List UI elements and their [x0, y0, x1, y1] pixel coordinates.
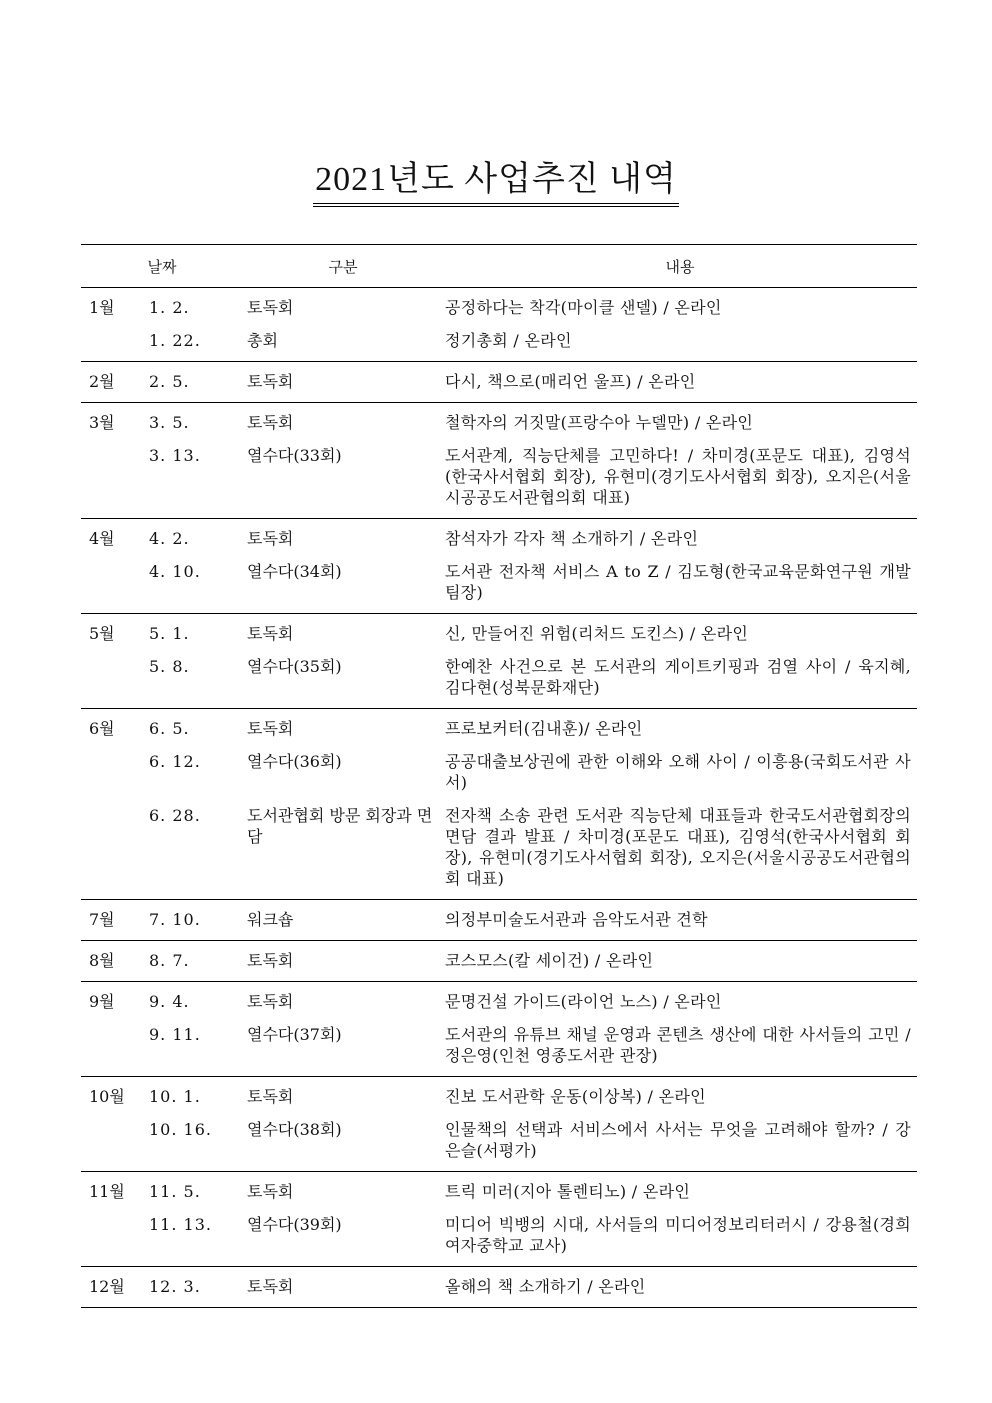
table-row: [81, 714, 917, 747]
month-cell: 6월: [89, 719, 115, 738]
header-category: 구분: [328, 257, 358, 276]
category-cell: 토독회: [247, 951, 294, 970]
date-cell: 1. 2.: [149, 298, 190, 317]
month-cell: [81, 805, 149, 889]
table-row: [81, 652, 917, 706]
date-cell: 9. 11.: [149, 1025, 201, 1044]
month-group: [81, 288, 917, 362]
content-cell: 정기총회 / 온라인: [445, 331, 572, 350]
month-group: [81, 362, 917, 403]
content-cell: 문명건설 가이드(라이언 노스) / 온라인: [445, 992, 722, 1011]
content-cell: 한예찬 사건으로 본 도서관의 게이트키핑과 검열 사이 / 육지혜, 김다현(성북문화재단): [445, 657, 911, 697]
month-cell: [81, 751, 149, 793]
month-group: [81, 900, 917, 941]
content-cell: 인물책의 선택과 서비스에서 사서는 무엇을 고려해야 할까? / 강은슬(서평가): [445, 1120, 911, 1160]
category-cell: 총회: [247, 331, 278, 350]
table-row: [81, 408, 917, 441]
category-cell: 토독회: [247, 624, 294, 643]
category-cell: 열수다(35회): [247, 657, 342, 676]
table-row: [81, 987, 917, 1020]
content-cell: 참석자가 각자 책 소개하기 / 온라인: [445, 529, 699, 548]
date-cell: 6. 28.: [149, 806, 201, 825]
category-cell: 토독회: [247, 1087, 294, 1106]
table-row: [81, 801, 917, 897]
month-group: [81, 941, 917, 982]
content-cell: 코스모스(칼 세이건) / 온라인: [445, 951, 654, 970]
category-cell: 토독회: [247, 298, 294, 317]
month-cell: [81, 1024, 149, 1066]
category-cell: 열수다(34회): [247, 562, 342, 581]
date-cell: 11. 13.: [149, 1215, 212, 1234]
table-row: [81, 747, 917, 801]
header-date: 날짜: [147, 257, 177, 276]
month-cell: [81, 330, 149, 351]
month-cell: [81, 445, 149, 508]
table-row: [81, 1272, 917, 1305]
date-cell: 4. 2.: [149, 529, 190, 548]
month-group: [81, 982, 917, 1077]
category-cell: 열수다(36회): [247, 752, 342, 771]
month-group: [81, 1077, 917, 1172]
month-cell: 1월: [89, 298, 115, 317]
category-cell: 열수다(37회): [247, 1025, 342, 1044]
content-cell: 트릭 미러(지아 톨렌티노) / 온라인: [445, 1182, 691, 1201]
content-cell: 전자책 소송 관련 도서관 직능단체 대표들과 한국도서관협회장의 면담 결과 발표 / 차미경(포문도 대표), 김영석(한국사서협회 회장), 유현미(경기도사서협회 회장), 오지은(서울시공공도서관협의회 대표): [445, 806, 911, 888]
date-cell: 10. 1.: [149, 1087, 201, 1106]
date-cell: 2. 5.: [149, 372, 190, 391]
table-row: [81, 1020, 917, 1074]
month-cell: 10월: [89, 1087, 125, 1106]
date-cell: 4. 10.: [149, 562, 201, 581]
month-group: [81, 403, 917, 519]
category-cell: 도서관협회 방문 회장과 면담: [247, 806, 433, 846]
content-cell: 진보 도서관학 운동(이상복) / 온라인: [445, 1087, 706, 1106]
category-cell: 토독회: [247, 992, 294, 1011]
month-cell: 7월: [89, 910, 115, 929]
page-title: 2021년도 사업추진 내역: [313, 160, 679, 207]
month-cell: 4월: [89, 529, 115, 548]
category-cell: 토독회: [247, 413, 294, 432]
category-cell: 워크숍: [247, 910, 294, 929]
content-cell: 도서관계, 직능단체를 고민하다! / 차미경(포문도 대표), 김영석(한국사서협회 회장), 유현미(경기도사서협회 회장), 오지은(서울시공공도서관협의회 대표): [445, 446, 911, 507]
table-row: [81, 326, 917, 359]
schedule-table: [81, 244, 917, 1308]
content-cell: 미디어 빅뱅의 시대, 사서들의 미디어정보리터러시 / 강용철(경희여자중학교 교사): [445, 1215, 911, 1255]
table-row: [81, 1115, 917, 1169]
date-cell: 3. 13.: [149, 446, 201, 465]
month-group: [81, 1172, 917, 1267]
date-cell: 3. 5.: [149, 413, 190, 432]
month-cell: 11월: [89, 1182, 125, 1201]
content-cell: 프로보커터(김내훈)/ 온라인: [445, 719, 643, 738]
date-cell: 6. 12.: [149, 752, 201, 771]
category-cell: 토독회: [247, 372, 294, 391]
month-group: [81, 709, 917, 900]
month-cell: 5월: [89, 624, 115, 643]
content-cell: 다시, 책으로(매리언 울프) / 온라인: [445, 372, 696, 391]
table-header: [81, 245, 917, 288]
date-cell: 7. 10.: [149, 910, 201, 929]
category-cell: 열수다(33회): [247, 446, 342, 465]
content-cell: 도서관 전자책 서비스 A to Z / 김도형(한국교육문화연구원 개발팀장): [445, 562, 911, 602]
table-row: [81, 524, 917, 557]
month-group: [81, 1267, 917, 1308]
category-cell: 토독회: [247, 1182, 294, 1201]
title-wrapper: [0, 160, 992, 207]
month-cell: 8월: [89, 951, 115, 970]
content-cell: 의정부미술도서관과 음악도서관 견학: [445, 910, 708, 929]
date-cell: 1. 22.: [149, 331, 201, 350]
table-row: [81, 1210, 917, 1264]
table-row: [81, 1082, 917, 1115]
date-cell: 9. 4.: [149, 992, 190, 1011]
table-row: [81, 293, 917, 326]
category-cell: 열수다(39회): [247, 1215, 342, 1234]
table-row: [81, 441, 917, 516]
month-cell: 2월: [89, 372, 115, 391]
table-row: [81, 905, 917, 938]
table-row: [81, 619, 917, 652]
content-cell: 공정하다는 착각(마이클 샌델) / 온라인: [445, 298, 722, 317]
category-cell: 토독회: [247, 1277, 294, 1296]
month-cell: 9월: [89, 992, 115, 1011]
month-cell: [81, 656, 149, 698]
date-cell: 11. 5.: [149, 1182, 201, 1201]
category-cell: 열수다(38회): [247, 1120, 342, 1139]
date-cell: 5. 1.: [149, 624, 190, 643]
month-cell: [81, 561, 149, 603]
content-cell: 올해의 책 소개하기 / 온라인: [445, 1277, 646, 1296]
content-cell: 철학자의 거짓말(프랑수아 누델만) / 온라인: [445, 413, 754, 432]
category-cell: 토독회: [247, 529, 294, 548]
date-cell: 5. 8.: [149, 657, 190, 676]
month-group: [81, 614, 917, 709]
month-cell: [81, 1214, 149, 1256]
date-cell: 8. 7.: [149, 951, 190, 970]
table-row: [81, 946, 917, 979]
content-cell: 도서관의 유튜브 채널 운영과 콘텐츠 생산에 대한 사서들의 고민 / 정은영(인천 영종도서관 관장): [445, 1025, 911, 1065]
content-cell: 공공대출보상권에 관한 이해와 오해 사이 / 이흥용(국회도서관 사서): [445, 752, 911, 792]
month-cell: 12월: [89, 1277, 125, 1296]
table-row: [81, 367, 917, 400]
date-cell: 6. 5.: [149, 719, 190, 738]
month-group: [81, 519, 917, 614]
header-content: 내용: [665, 257, 695, 276]
category-cell: 토독회: [247, 719, 294, 738]
table-body: [81, 288, 917, 1308]
month-cell: 3월: [89, 413, 115, 432]
content-cell: 신, 만들어진 위험(리처드 도킨스) / 온라인: [445, 624, 749, 643]
date-cell: 10. 16.: [149, 1120, 212, 1139]
table-row: [81, 557, 917, 611]
month-cell: [81, 1119, 149, 1161]
date-cell: 12. 3.: [149, 1277, 201, 1296]
table-row: [81, 1177, 917, 1210]
